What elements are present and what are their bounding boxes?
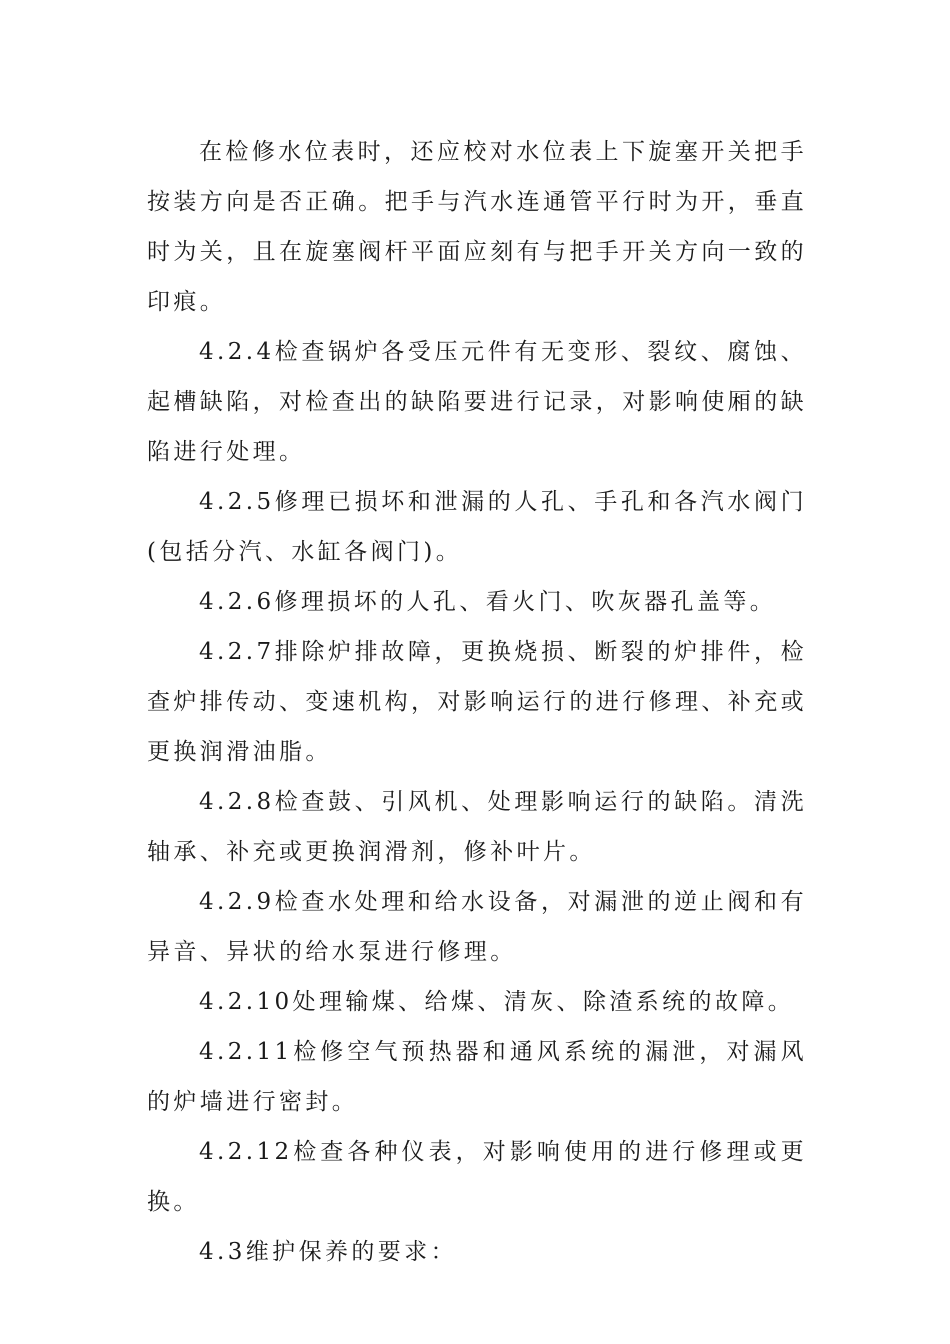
section-heading-4-3: 4.3维护保养的要求： xyxy=(199,1239,457,1265)
paragraph-4-2-7: 4.2.7排除炉排故障，更换烧损、断裂的炉排件，检查炉排传动、变速机构，对影响运行的进行修理、补充或更换润滑油脂。 xyxy=(147,639,807,765)
paragraph-4-2-6: 4.2.6修理损坏的人孔、看火门、吹灰器孔盖等。 xyxy=(199,589,777,615)
document-body xyxy=(147,127,807,1277)
paragraph-4-2-11: 4.2.11检修空气预热器和通风系统的漏泄，对漏风的炉墙进行密封。 xyxy=(147,1039,807,1115)
paragraph-4-2-5: 4.2.5修理已损坏和泄漏的人孔、手孔和各汽水阀门(包括分汽、水缸各阀门)。 xyxy=(147,489,807,565)
paragraph-4-2-12: 4.2.12检查各种仪表，对影响使用的进行修理或更换。 xyxy=(147,1139,807,1215)
paragraph-4-2-9: 4.2.9检查水处理和给水设备，对漏泄的逆止阀和有异音、异状的给水泵进行修理。 xyxy=(147,889,807,965)
paragraph-4-2-8: 4.2.8检查鼓、引风机、处理影响运行的缺陷。清洗轴承、补充或更换润滑剂，修补叶片。 xyxy=(147,789,807,865)
paragraph-4-2-4: 4.2.4检查锅炉各受压元件有无变形、裂纹、腐蚀、起槽缺陷，对检查出的缺陷要进行记录，对影响使厢的缺陷进行处理。 xyxy=(147,339,807,465)
paragraph-water-gauge-inspection: 在检修水位表时，还应校对水位表上下旋塞开关把手按装方向是否正确。把手与汽水连通管平行时为开，垂直时为关，且在旋塞阀杆平面应刻有与把手开关方向一致的印痕。 xyxy=(147,139,807,315)
paragraph-4-2-10: 4.2.10处理输煤、给煤、清灰、除渣系统的故障。 xyxy=(199,989,795,1015)
